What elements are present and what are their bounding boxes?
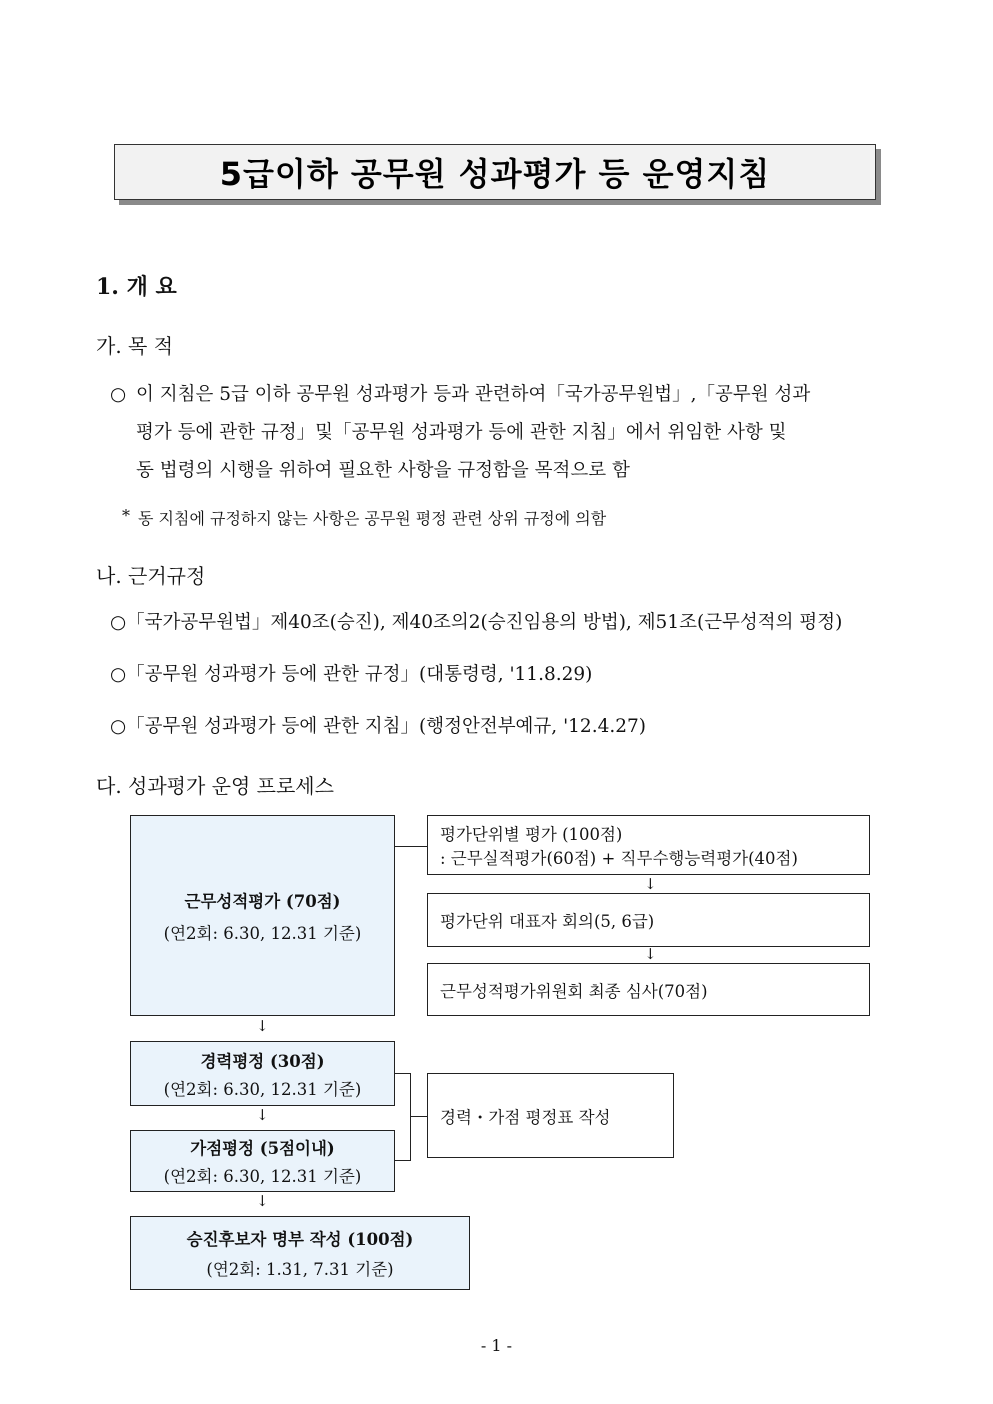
arrow-down-icon: ↓ <box>256 1106 269 1124</box>
page-number: - 1 - <box>480 1336 513 1355</box>
bonus-evaluation-box <box>130 1130 395 1192</box>
career-evaluation-box <box>130 1041 395 1106</box>
connector-line <box>395 1073 411 1074</box>
promotion-list-box <box>130 1216 470 1290</box>
career-evaluation-sub: (연2회: 6.30, 12.31 기준) <box>163 1079 362 1099</box>
representative-meeting-text: 평가단위 대표자 회의(5, 6급) <box>440 912 655 931</box>
unit-evaluation-line-2: : 근무실적평가(60점) + 직무수행능력평가(40점) <box>440 849 798 868</box>
legal-basis-item: ○「공무원 성과평가 등에 관한 규정」(대통령령, '11.8.29) <box>110 664 593 685</box>
connector-line <box>395 846 427 847</box>
connector-line <box>410 1116 427 1117</box>
record-sheet-box <box>427 1073 674 1158</box>
career-evaluation-title: 경력평정 (30점) <box>200 1051 325 1071</box>
arrow-down-icon: ↓ <box>256 1192 269 1210</box>
unit-evaluation-line-1: 평가단위별 평가 (100점) <box>440 825 623 844</box>
section-a-heading: 가. 목 적 <box>96 334 174 358</box>
purpose-line-1: 이 지침은 5급 이하 공무원 성과평가 등과 관련하여「국가공무원법」,「공무원 성과 <box>136 384 811 405</box>
note-mark: * <box>122 506 130 525</box>
arrow-down-icon: ↓ <box>644 945 657 963</box>
section-c-heading: 다. 성과평가 운영 프로세스 <box>96 774 334 798</box>
promotion-list-title: 승진후보자 명부 작성 (100점) <box>186 1230 414 1249</box>
representative-meeting-box <box>427 893 870 947</box>
arrow-down-icon: ↓ <box>256 1017 269 1035</box>
bonus-evaluation-sub: (연2회: 6.30, 12.31 기준) <box>163 1167 362 1186</box>
title-box <box>114 144 876 200</box>
work-performance-box <box>130 815 395 1016</box>
promotion-list-sub: (연2회: 1.31, 7.31 기준) <box>206 1260 394 1279</box>
unit-evaluation-box <box>427 815 870 875</box>
work-performance-title: 근무성적평가 (70점) <box>184 891 341 911</box>
committee-review-text: 근무성적평가위원회 최종 심사(70점) <box>440 981 708 1001</box>
committee-review-box <box>427 963 870 1016</box>
connector-line <box>410 1073 411 1161</box>
purpose-note: 동 지침에 규정하지 않는 사항은 공무원 평정 관련 상위 규정에 의함 <box>138 509 607 528</box>
bonus-evaluation-title: 가점평정 (5점이내) <box>190 1139 335 1158</box>
section-b-heading: 나. 근거규정 <box>96 564 206 588</box>
legal-basis-item: ○「국가공무원법」제40조(승진), 제40조의2(승진임용의 방법), 제51조(근무성적의 평정) <box>110 612 843 633</box>
purpose-line-2: 평가 등에 관한 규정」및「공무원 성과평가 등에 관한 지침」에서 위임한 사항 및 <box>136 422 787 443</box>
work-performance-sub: (연2회: 6.30, 12.31 기준) <box>163 923 362 943</box>
legal-basis-item: ○「공무원 성과평가 등에 관한 지침」(행정안전부예규, '12.4.27) <box>110 716 646 737</box>
connector-line <box>395 1160 411 1161</box>
purpose-bullet: ○ <box>110 384 127 405</box>
purpose-line-3: 동 법령의 시행을 위하여 필요한 사항을 규정함을 목적으로 함 <box>136 460 630 481</box>
section-1-heading: 1. 개 요 <box>96 274 177 300</box>
arrow-down-icon: ↓ <box>644 875 657 893</box>
page-title: 5급이하 공무원 성과평가 등 운영지침 <box>219 155 771 193</box>
record-sheet-text: 경력・가점 평정표 작성 <box>440 1107 611 1127</box>
